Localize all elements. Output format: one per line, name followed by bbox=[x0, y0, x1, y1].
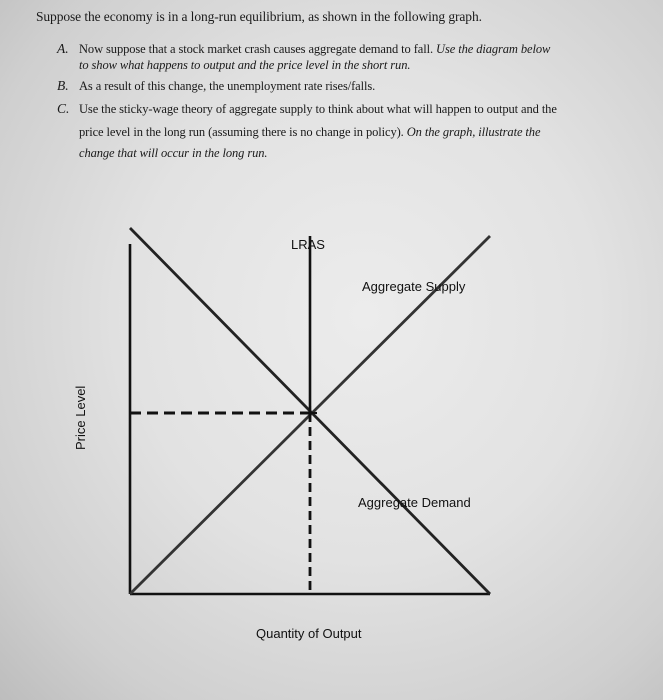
question-c-line-3: change that will occur in the long run. bbox=[79, 146, 268, 160]
question-b-marker: B. bbox=[57, 78, 69, 93]
intro-text: Suppose the economy is in a long-run equilibrium, as shown in the following graph. bbox=[36, 9, 482, 24]
y-axis-label: Price Level bbox=[73, 385, 88, 450]
question-a-marker: A. bbox=[57, 41, 69, 56]
lras-label: LRAS bbox=[291, 237, 325, 252]
question-a-instruction: Use the diagram below bbox=[436, 42, 551, 56]
question-c-line-1: Use the sticky-wage theory of aggregate supply to think about what will happen to output and the bbox=[79, 102, 557, 116]
question-a-line-2: to show what happens to output and the price level in the short run. bbox=[79, 58, 411, 72]
question-c-instruction: On the graph, illustrate the bbox=[406, 125, 541, 139]
aggregate-supply-label: Aggregate Supply bbox=[362, 279, 466, 294]
question-c-text: price level in the long run (assuming there is no change in policy). bbox=[79, 125, 404, 139]
question-a-text: Now suppose that a stock market crash causes aggregate demand to fall. bbox=[79, 42, 433, 56]
x-axis-label: Quantity of Output bbox=[256, 626, 362, 641]
question-c-marker: C. bbox=[57, 101, 70, 116]
question-b-line-1: As a result of this change, the unemployment rate rises/falls. bbox=[79, 79, 376, 93]
aggregate-demand-label: Aggregate Demand bbox=[358, 495, 471, 510]
